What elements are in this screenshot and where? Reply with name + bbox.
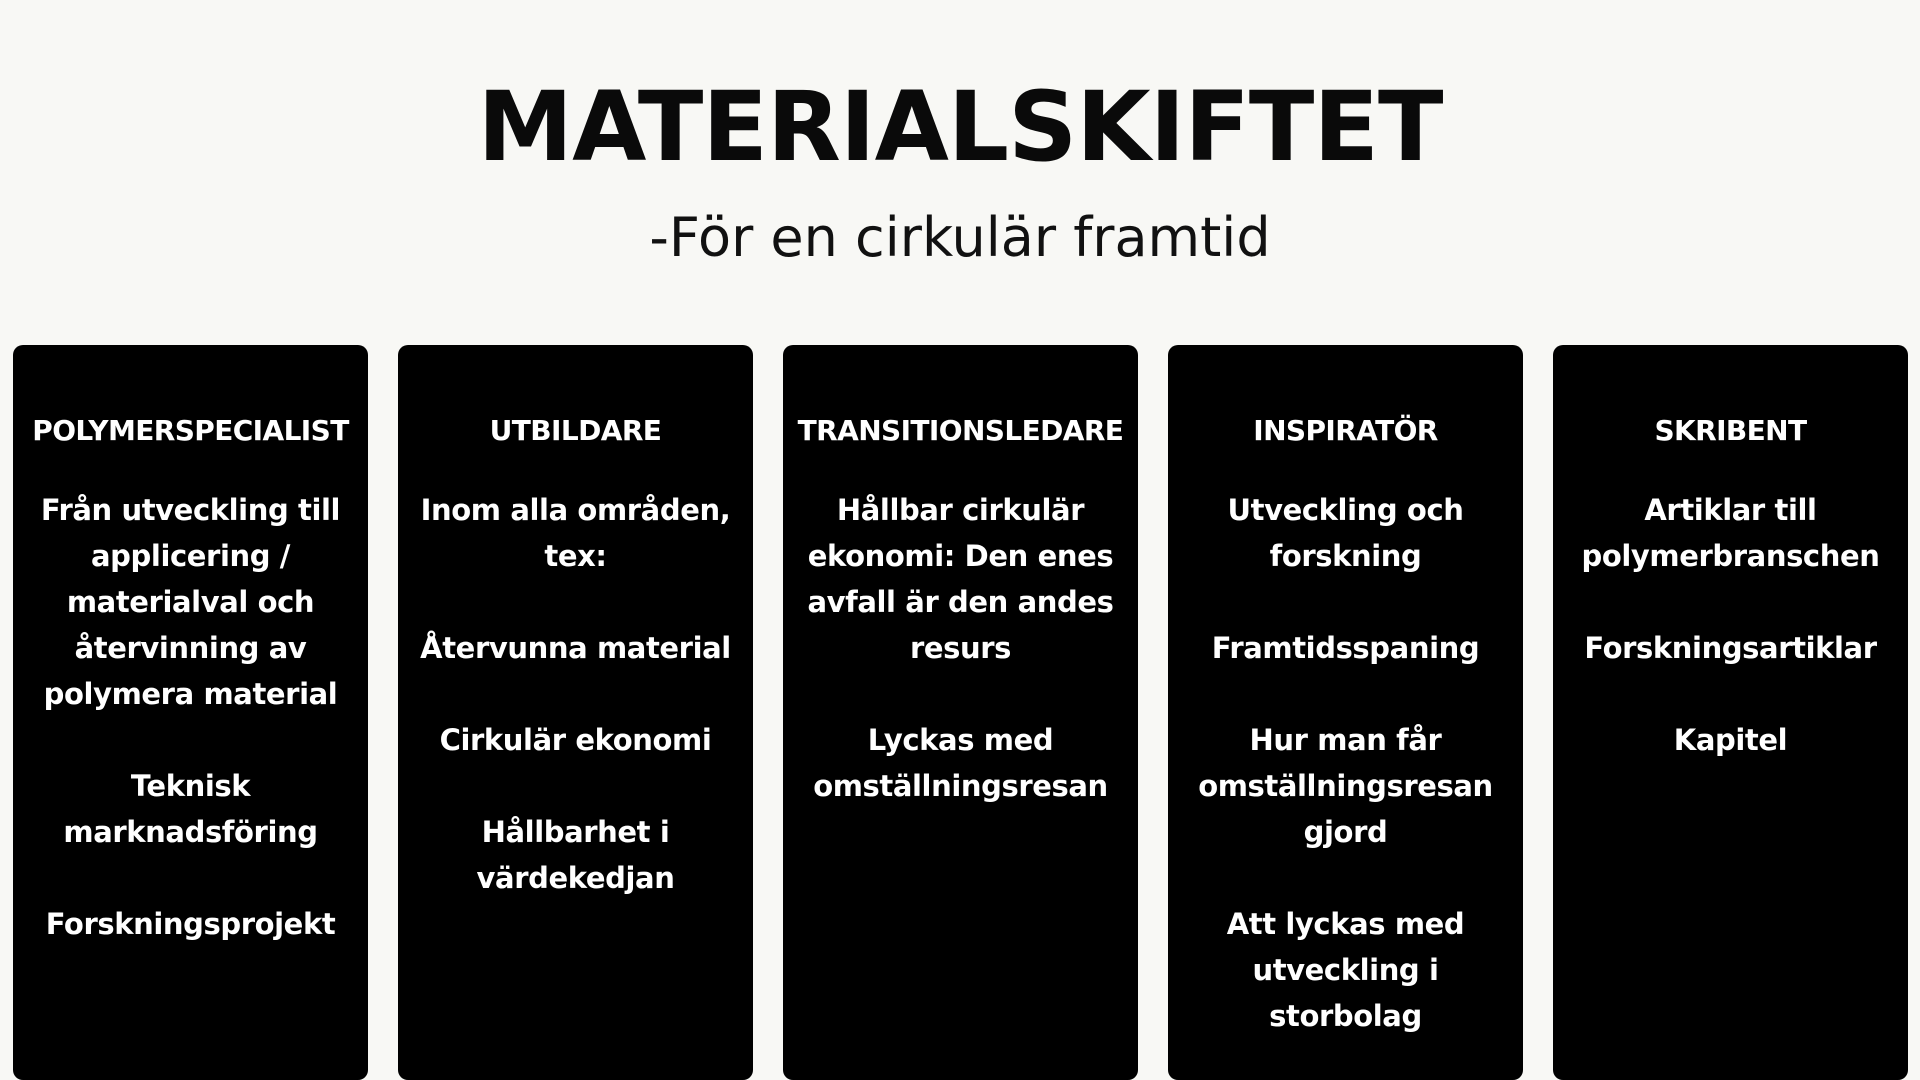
card-item: Kapitel <box>1673 723 1788 757</box>
card-heading: TRANSITIONSLEDARE <box>797 414 1124 447</box>
card-item: Framtidsspaning <box>1211 631 1480 665</box>
card-transitionsledare <box>783 345 1138 1080</box>
card-item: Forskningsprojekt <box>45 907 336 941</box>
card-heading: INSPIRATÖR <box>1253 414 1438 447</box>
card-item: Utveckling och forskning <box>1227 493 1464 573</box>
card-item: Forskningsartiklar <box>1584 631 1877 665</box>
card-item: Lyckas med omställningsresan <box>813 723 1108 803</box>
card-heading: UTBILDARE <box>489 414 662 447</box>
page-subtitle: -För en cirkulär framtid <box>649 206 1271 269</box>
card-polymerspecialist <box>13 345 368 1080</box>
card-item: Hållbar cirkulär ekonomi: Den enes avfall är den andes resurs <box>807 493 1114 665</box>
card-item: Artiklar till polymerbranschen <box>1581 493 1880 573</box>
card-item: Att lyckas med utveckling i storbolag <box>1226 907 1465 1033</box>
card-heading: SKRIBENT <box>1654 414 1807 447</box>
card-skribent <box>1553 345 1908 1080</box>
card-inspirator <box>1168 345 1523 1080</box>
card-item: Cirkulär ekonomi <box>439 723 712 757</box>
card-item: Teknisk marknadsföring <box>63 769 318 849</box>
card-heading: POLYMERSPECIALIST <box>32 414 349 447</box>
card-item: Återvunna material <box>420 631 731 665</box>
page-title: MATERIALSKIFTET <box>477 71 1443 183</box>
card-item: Hållbarhet i värdekedjan <box>476 815 675 895</box>
card-item: Hur man får omställningsresan gjord <box>1198 723 1493 849</box>
card-utbildare <box>398 345 753 1080</box>
role-cards <box>13 345 1907 1080</box>
card-item: Från utveckling till applicering / materialval och återvinning av polymera material <box>40 493 341 711</box>
card-item: Inom alla områden, tex: <box>420 493 731 573</box>
